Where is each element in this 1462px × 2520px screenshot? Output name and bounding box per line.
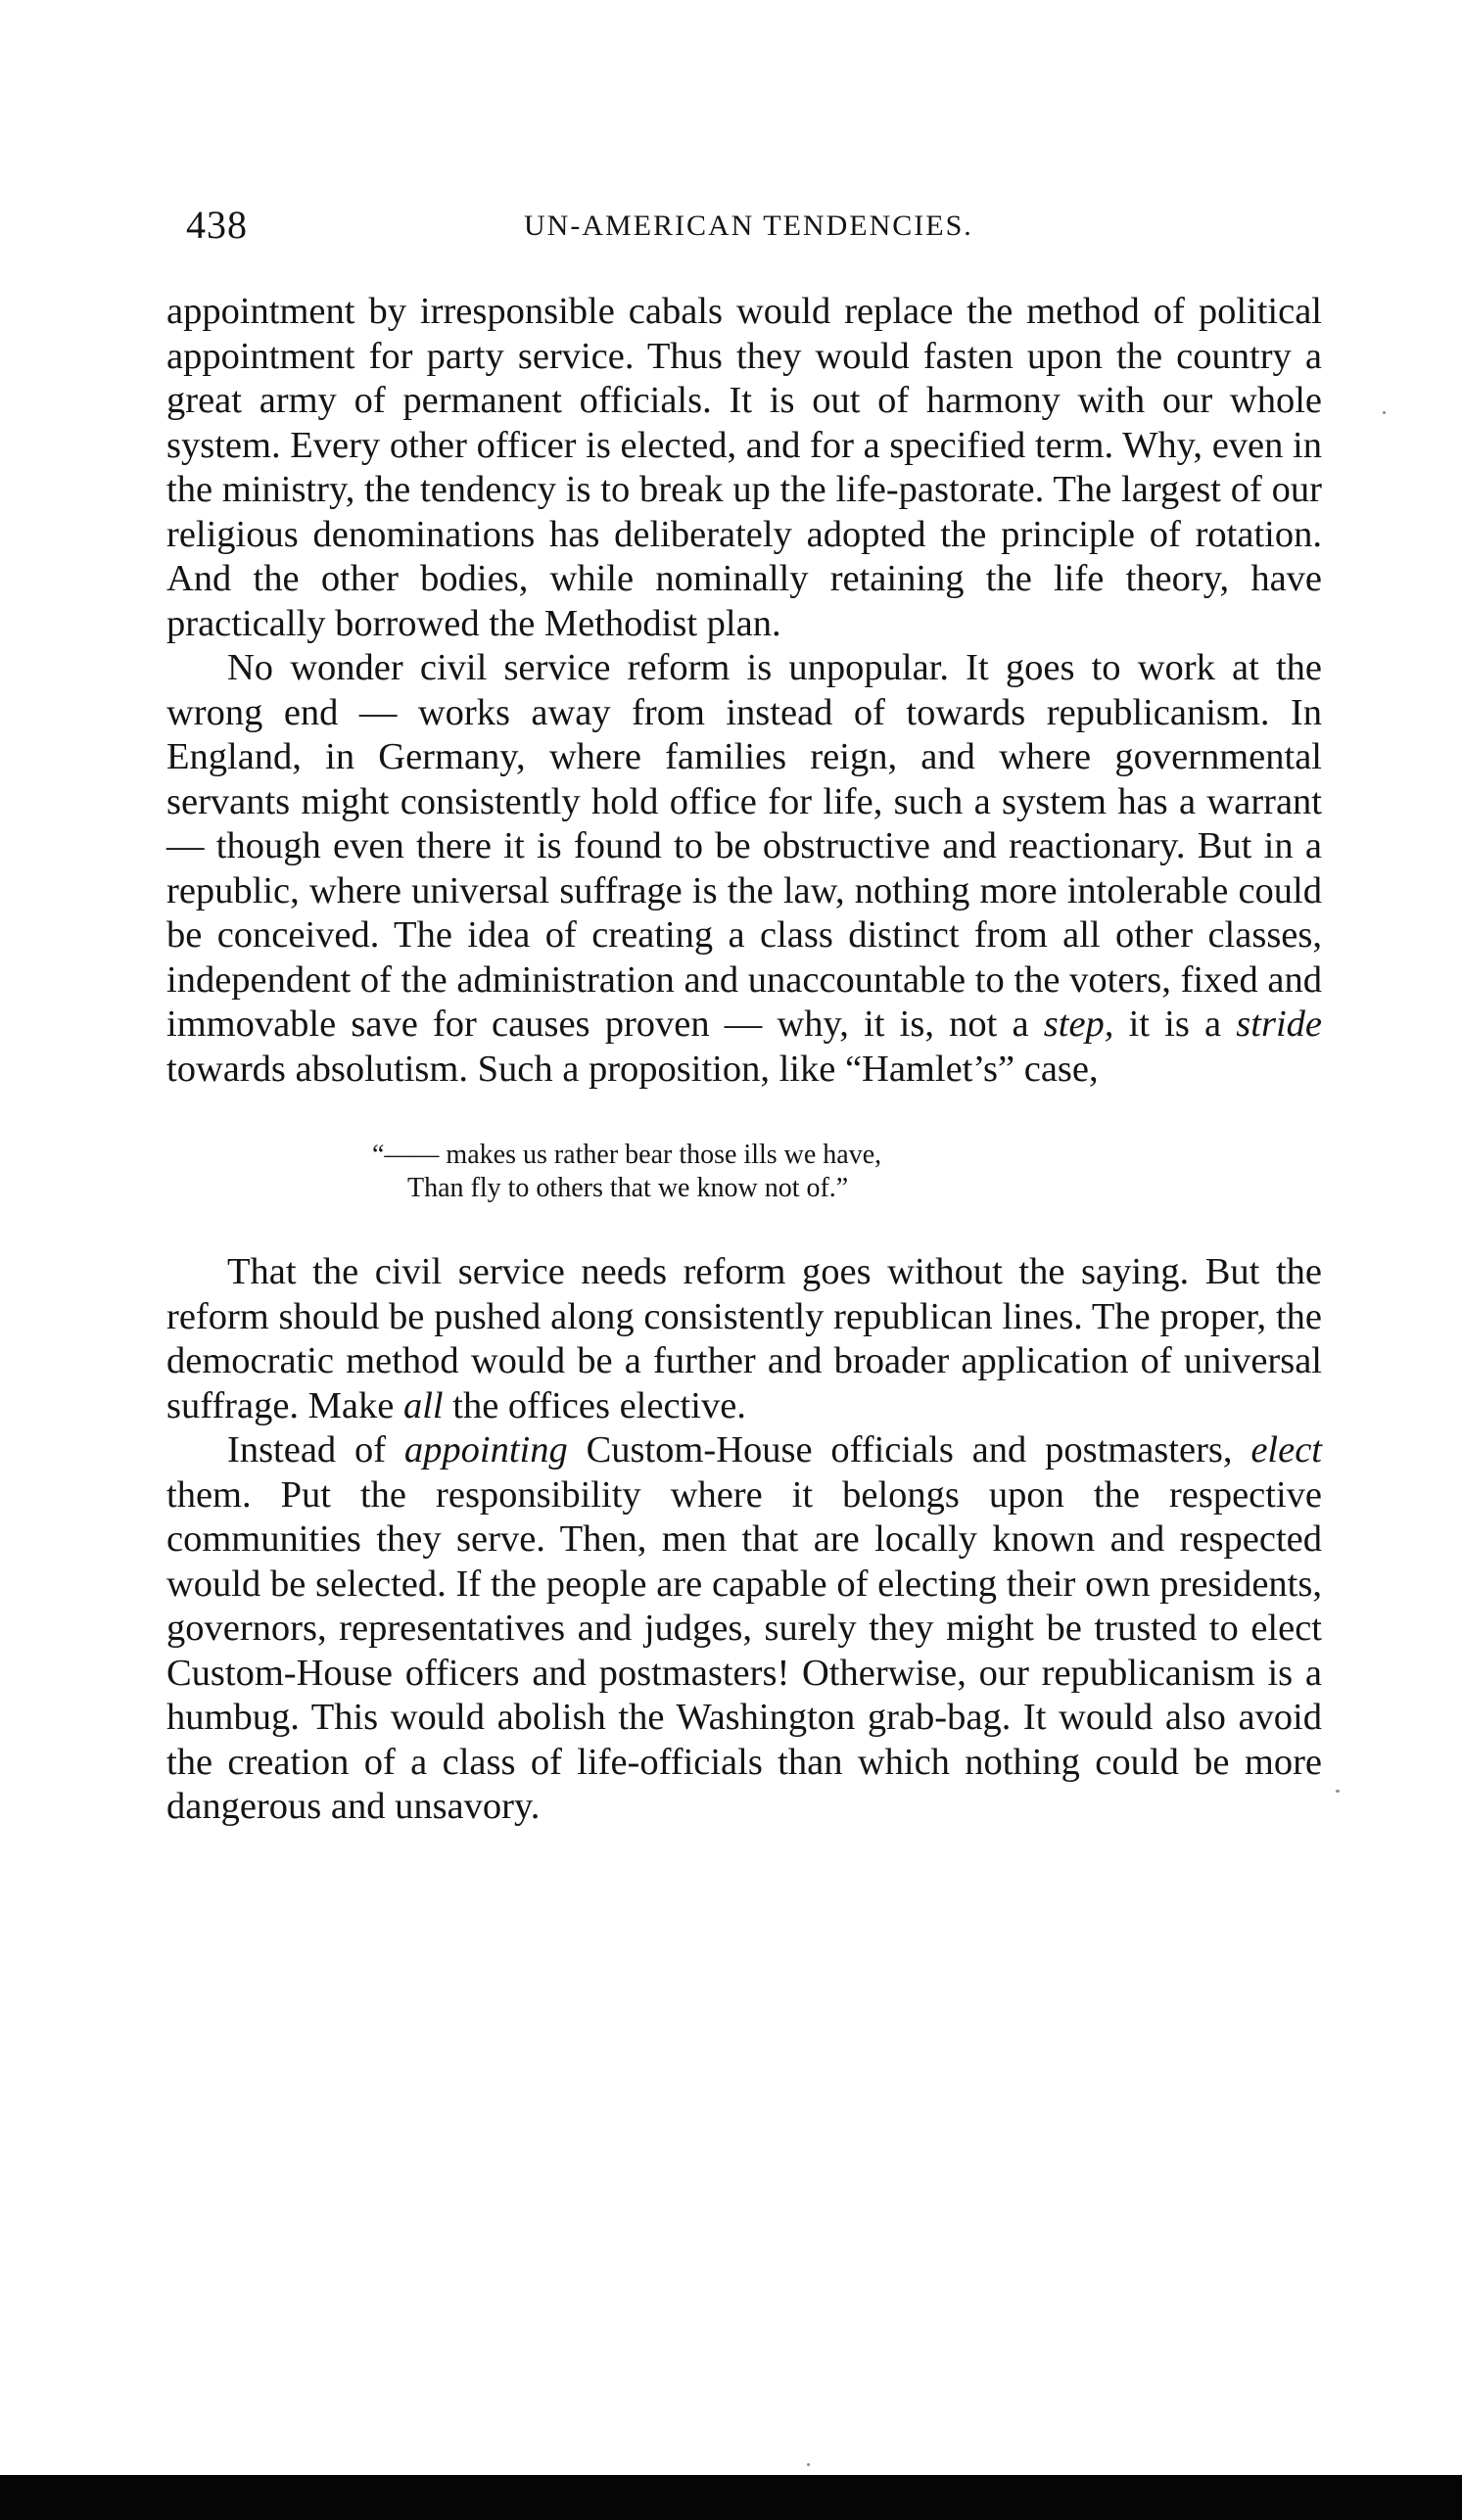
- paragraph-3-text-2: the offices elective.: [443, 1384, 746, 1426]
- block-quote: [166, 1139, 1322, 1205]
- paragraph-3-text-1: That the civil service needs reform goes without the saying. But the reform should be pushed along consistently republican lines. The proper, the democratic method would be a further and broader application of universal suffrage. Make: [166, 1251, 1322, 1426]
- paragraph-2-text-2: it is a: [1113, 1003, 1237, 1045]
- page-header: [186, 202, 1322, 251]
- body-text: [166, 290, 1322, 1830]
- paragraph-4-text-1: Instead of: [227, 1429, 404, 1470]
- paragraph-3: [166, 1250, 1322, 1428]
- paragraph-4-emphasis-appointing: appointing: [403, 1429, 568, 1470]
- paragraph-1: appointment by irresponsible cabals would replace the method of political appointment for party service. Thus they would fasten upon the country a great army of permanent officials. It is out of harmony with our whole system. Every other officer is elected, and for a specified term. Why, even in the ministry, the tendency is to break up the life-pastorate. The largest of our religious denominations has deliberately adopted the principle of rotation. And the other bodies, while nominally retaining the life theory, have practically borrowed the Methodist plan.: [166, 291, 1322, 644]
- running-title: UN-AMERICAN TENDENCIES.: [524, 210, 973, 242]
- page-number: 438: [186, 203, 248, 247]
- paragraph-2-emphasis-step: step,: [1043, 1003, 1114, 1045]
- paper-speck-2: [1336, 1790, 1340, 1793]
- paragraph-4: [166, 1428, 1322, 1830]
- paragraph-3-emphasis-all: all: [402, 1384, 444, 1426]
- paper-speck-1: [1383, 411, 1386, 414]
- paragraph-4-emphasis-elect: elect: [1250, 1429, 1322, 1470]
- paragraph-2: [166, 646, 1322, 1092]
- quote-line-2: Than fly to others that we know not of.”: [407, 1173, 849, 1203]
- paragraph-4-text-2: Custom-House officials and postmasters,: [567, 1429, 1251, 1470]
- paragraph-2-text-1: No wonder civil service reform is unpopular. It goes to work at the wrong end — works away from instead of towards republicanism. In England, in Germany, where families reign, and where governmental servants might consistently hold office for life, such a system has a warrant — though even there it is found to be obstructive and reactionary. But in a republic, where universal suffrage is the law, nothing more intolerable could be conceived. The idea of creating a class distinct from all other classes, independent of the administration and unaccountable to the voters, fixed and immovable save for causes proven — why, it is, not a: [166, 647, 1322, 1045]
- scan-bottom-edge: [0, 2475, 1462, 2520]
- paragraph-2-emphasis-stride: stride: [1236, 1003, 1322, 1045]
- quote-line-1: “—— makes us rather bear those ills we have,: [372, 1140, 882, 1170]
- paper-speck-3: [807, 2463, 810, 2466]
- paragraph-2-text-3: towards absolutism. Such a proposition, like “Hamlet’s” case,: [166, 1048, 1099, 1090]
- paragraph-4-text-3: them. Put the responsibility where it belongs upon the respective communities they serve. Then, men that are locally known and respected would be selected. If the people are capable of electing their own presidents, governors, representatives and judges, surely they might be trusted to elect Custom-House officers and postmasters! Otherwise, our republicanism is a humbug. This would abolish the Washington grab-bag. It would also avoid the creation of a class of life-officials than which nothing could be more dangerous and unsavory.: [166, 1473, 1322, 1827]
